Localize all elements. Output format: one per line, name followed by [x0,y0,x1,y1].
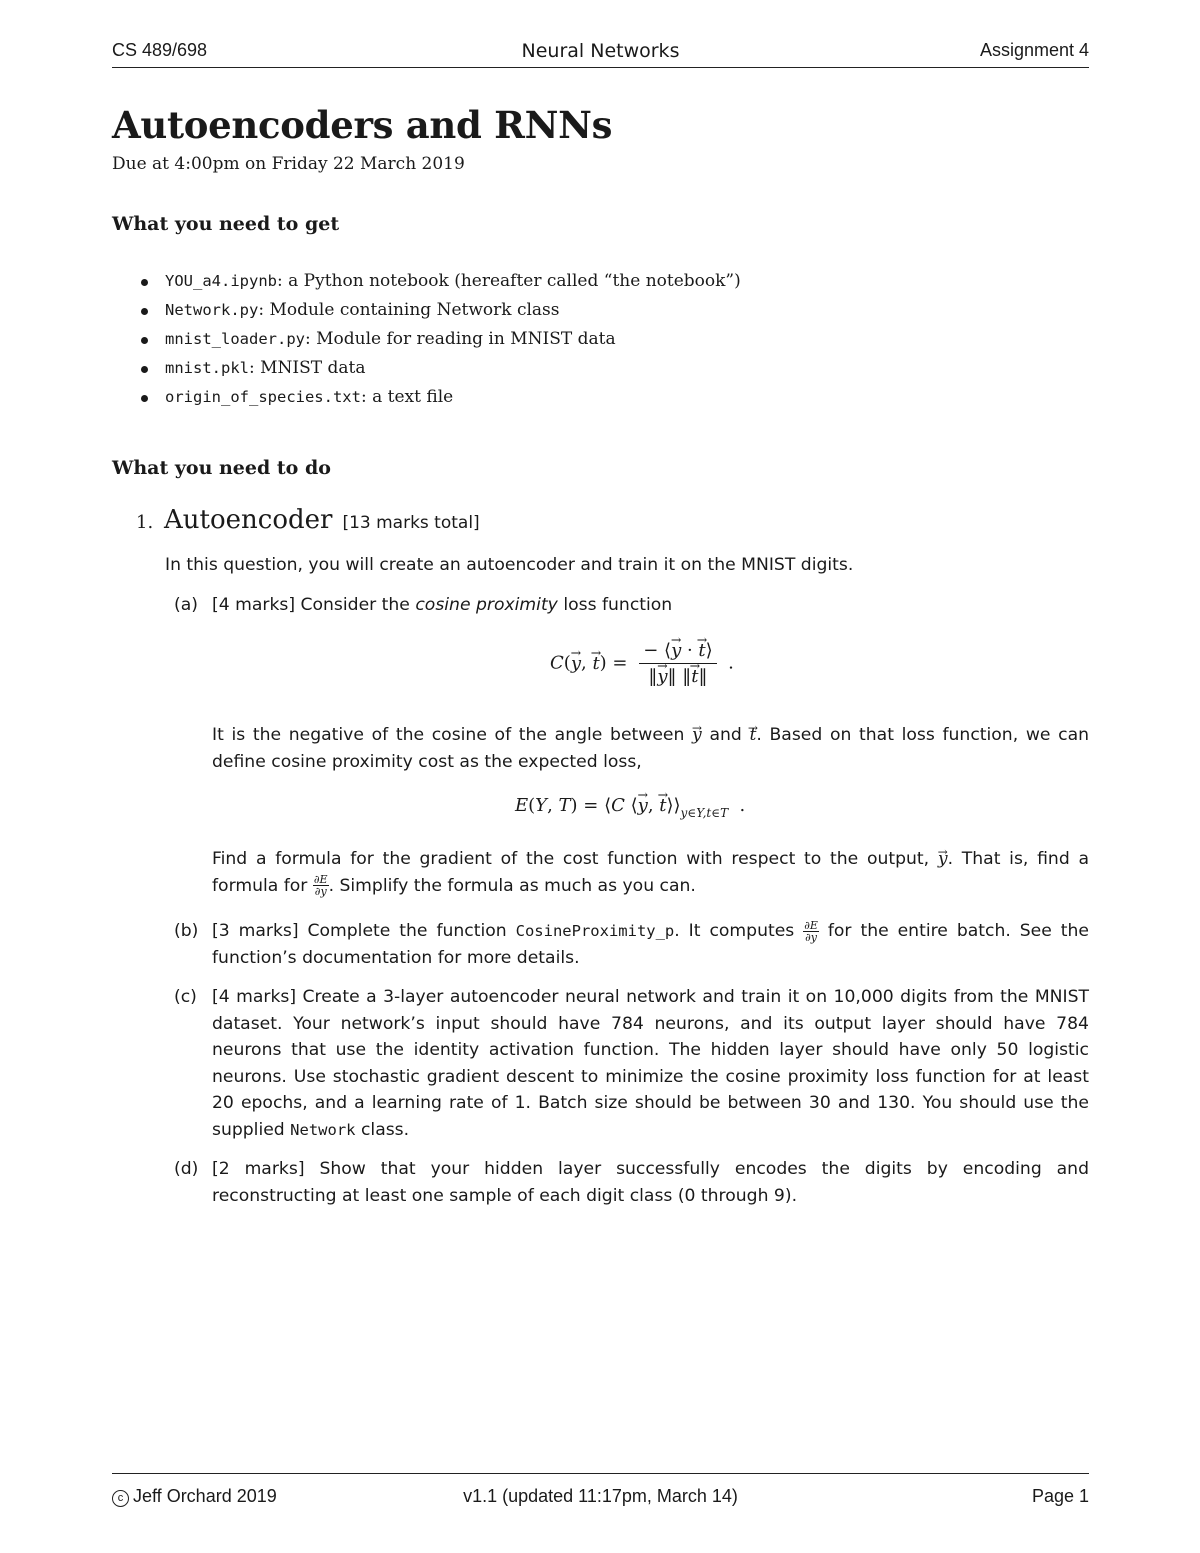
file-description: : Module containing Network class [258,300,560,320]
course-subject: Neural Networks [521,40,680,62]
part-b-text-post: for the entire batch. See the function’s documentation for more details. [212,921,1089,968]
question-number: 1. [136,512,154,533]
footer-version: v1.1 (updated 11:17pm, March 14) [463,1486,738,1506]
header-rule [112,67,1089,68]
question-title: Autoencoder [164,505,333,535]
file-name: Network.py [165,301,259,319]
list-item [112,354,1012,383]
get-section-heading: What you need to get [112,213,340,235]
assignment-number: Assignment 4 [979,40,1089,60]
bullet-icon [141,395,148,402]
part-a-paragraph-3: Find a formula for the gradient of the cost function with respect to the output, → y. That is, find a formula for $\frac{\partial E}{\partial y}$ . Simplify the formula as much as you can. [212,846,1089,899]
part-d-text: [2 marks] Show that your hidden layer successfully encodes the digits by encoding and reconstructing at least one sample of each digit class (0 through 9). [212,1159,1089,1206]
gradient-fraction: $\frac{\partial E}{\partial y}$ [804,918,818,944]
class-name: Network [290,1120,356,1139]
page-header [112,40,1089,66]
file-name: origin_of_species.txt [165,388,361,406]
part-a-label: (a) [174,595,198,615]
page-title: Autoencoders and RNNs [112,103,613,147]
list-item [112,296,1012,325]
footer-rule [112,1473,1089,1474]
file-name: mnist_loader.py [165,330,305,348]
part-a-para3-mid: . That is, find a formula for [212,849,1089,896]
list-item [112,325,1012,354]
question-intro: In this question, you will create an autoencoder and train it on the MNIST digits. [165,555,854,575]
list-item [112,383,1012,412]
part-a-para2-pre: It is the negative of the cosine of the angle between [212,725,693,745]
part-c-label: (c) [174,987,197,1007]
file-name: mnist.pkl [165,359,249,377]
part-b-text [212,918,1089,971]
file-description: : Module for reading in MNIST data [304,329,616,349]
list-item [112,267,1012,296]
bullet-icon [141,366,148,373]
part-c-text [212,984,1089,1143]
function-name: CosineProximity_p [515,922,675,940]
file-description: : a text file [360,387,454,407]
part-a-para2-mid: and [701,725,750,745]
footer-author: Jeff Orchard 2019 [133,1486,277,1506]
part-c-text-post: class. [355,1119,410,1140]
emphasis: cosine proximity [415,595,558,615]
page-number: Page 1 [1031,1486,1089,1506]
part-b-label: (b) [174,921,199,941]
do-section-heading: What you need to do [112,457,331,479]
part-a-para3-pre: Find a formula for the gradient of the cost function with respect to the output, [212,849,938,869]
copyright-icon: c [112,1490,129,1507]
bullet-icon [141,337,148,344]
gradient-fraction: $\frac{\partial E}{\partial y}$ [313,873,328,898]
part-a-paragraph-2: It is the negative of the cosine of the angle between → y and → t. Based on that loss function, we can define cosine proximity cost as the expected loss, [212,722,1089,775]
file-list [112,267,1012,412]
part-a-para3-post: . Simplify the formula as much as you can. [328,875,696,896]
part-c-text-pre: [4 marks] Create a 3-layer autoencoder neural network and train it on 10,000 digits from the MNIST dataset. Your network’s input should have 784 neurons, and its output layer should have 784 neurons that use the identity activation function. The hidden layer should have only 50 logistic neurons. Use stochastic gradient descent to minimize the cosine proximity loss function for at least 20 epochs, and a learning rate of 1. Batch size should be between 30 and 130. You should use the supplied [212,987,1089,1140]
due-date: Due at 4:00pm on Friday 22 March 2019 [112,154,465,174]
part-b-text-mid: . It computes [674,921,804,941]
file-description: : MNIST data [249,358,366,378]
equation-loss: C(→ y, → t) = $\frac{- ⟨\to y \cdot \to t⟩}{‖\to y‖ ‖\to t‖}$ . [550,640,734,687]
page-footer [112,1486,1089,1510]
part-d-label: (d) [174,1159,199,1179]
bullet-icon [141,279,148,286]
file-description: : a Python notebook (hereafter called “the notebook”) [276,271,741,291]
question-marks: [13 marks total] [342,513,480,533]
part-b-text-pre: [3 marks] Complete the function [212,921,516,941]
bullet-icon [141,308,148,315]
part-a-text-post: loss function [557,595,673,615]
part-a-text [212,592,1089,619]
equation-cost: E(Y, T) = ⟨C ⟨→ y, → $t⟩⟩_{y\in Y,t\in T}$ . [515,795,745,820]
part-a-para2-post: . Based on that loss function, we can define cosine proximity cost as the expected loss, [212,725,1090,772]
part-a-text-pre: [4 marks] Consider the [212,595,416,615]
file-name: YOU_a4.ipynb [165,272,277,290]
course-code: CS 489/698 [112,40,208,60]
question-heading [136,505,480,535]
